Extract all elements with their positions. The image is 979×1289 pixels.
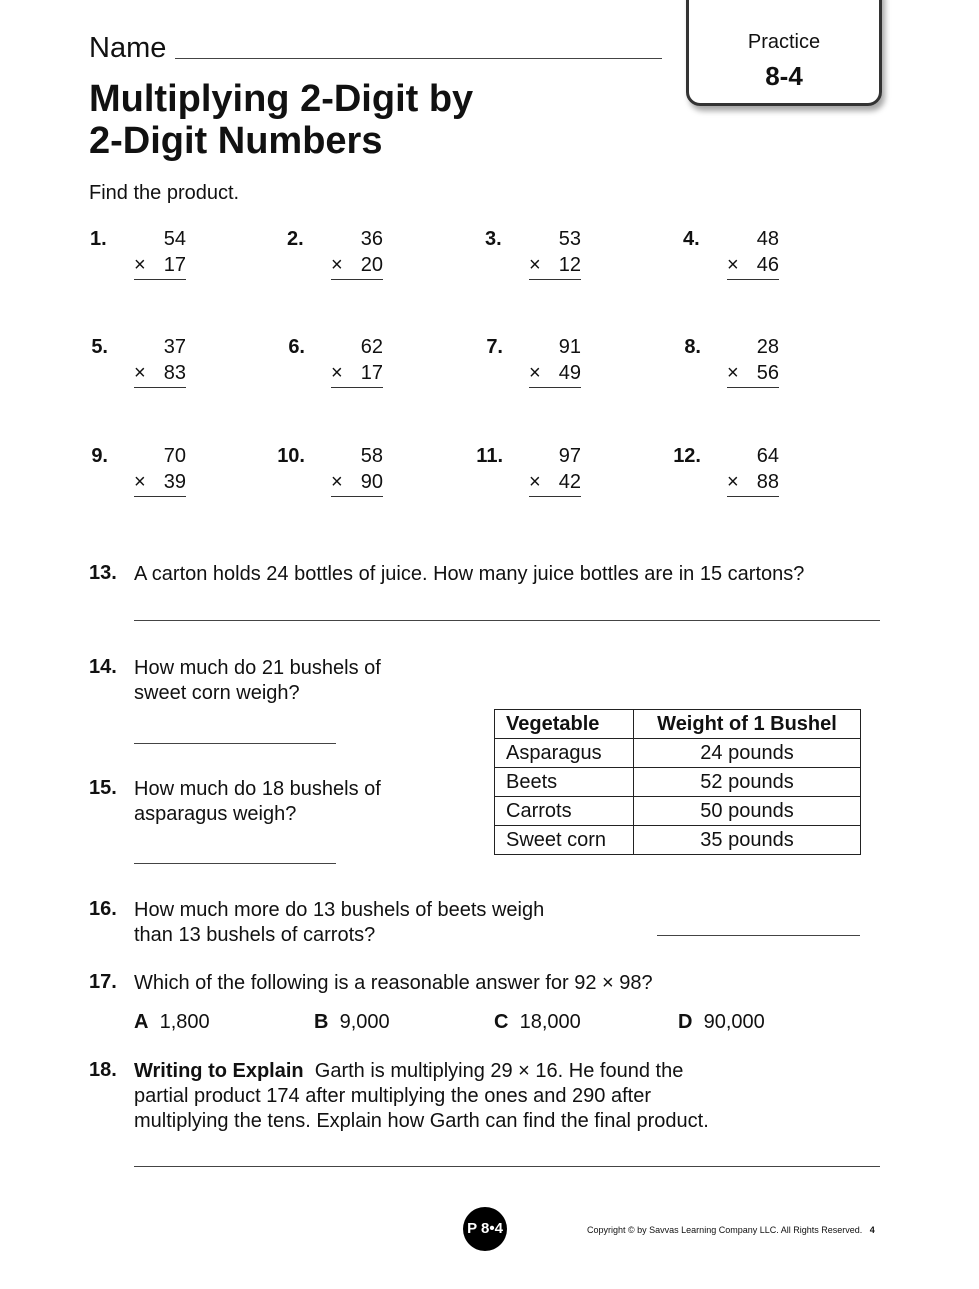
q17-number: 17. (89, 971, 117, 993)
copyright (587, 1225, 875, 1235)
q13-answer-line[interactable] (134, 620, 880, 621)
times-icon: × (727, 254, 739, 276)
multiplier-row (727, 471, 779, 497)
badge-number: 8-4 (765, 61, 803, 91)
multiplier-row (529, 254, 581, 280)
multiplicand: 64 (756, 445, 779, 467)
multiplier: 56 (756, 362, 779, 384)
instructions: Find the product. (89, 182, 240, 204)
times-icon: × (331, 254, 343, 276)
multiplier: 88 (756, 471, 779, 493)
multiplier-row (134, 362, 186, 388)
option-value: 90,000 (703, 1011, 765, 1033)
q17-option-b[interactable] (314, 1011, 390, 1034)
q17-option-a[interactable] (134, 1011, 210, 1034)
name-label: Name (89, 32, 167, 64)
table-header: Weight of 1 Bushel (634, 710, 861, 739)
q15-line: asparagus weigh? (134, 803, 297, 825)
q14-text (134, 656, 381, 706)
times-icon: × (331, 471, 343, 493)
q18-line: multiplying the tens. Explain how Garth can find the final product. (134, 1110, 709, 1132)
q16-line: How much more do 13 bushels of beets weigh (134, 899, 545, 921)
problem-number: 5. (91, 336, 108, 358)
option-value: 1,800 (159, 1011, 210, 1033)
q14-answer-line[interactable] (134, 743, 336, 744)
table-cell: Beets (495, 768, 634, 797)
q14-line: sweet corn weigh? (134, 682, 300, 704)
multiplier-row (134, 254, 186, 280)
problem-number: 4. (683, 228, 700, 250)
badge-label: Practice (747, 31, 821, 53)
q15-text (134, 777, 381, 827)
option-letter: A (134, 1011, 149, 1033)
q17-text: Which of the following is a reasonable answer for 92 × 98? (134, 972, 653, 994)
table-cell: Carrots (495, 797, 634, 826)
multiplier-row (331, 362, 383, 388)
problem-number: 12. (673, 445, 701, 467)
problem-number: 2. (287, 228, 304, 250)
times-icon: × (134, 362, 146, 384)
problem-1 (90, 228, 290, 298)
problem-12 (673, 445, 883, 515)
multiplier-row (727, 362, 779, 388)
table-cell: Sweet corn (495, 826, 634, 855)
q16-number: 16. (89, 898, 117, 920)
multiplier: 12 (558, 254, 581, 276)
q14-line: How much do 21 bushels of (134, 657, 381, 679)
multiplier-row (727, 254, 779, 280)
multiplicand: 58 (360, 445, 383, 467)
times-icon: × (727, 471, 739, 493)
table-cell: 35 pounds (634, 826, 861, 855)
q16-line: than 13 bushels of carrots? (134, 924, 376, 946)
title-line-1: Multiplying 2-Digit by (89, 78, 474, 120)
page-title (89, 78, 473, 162)
q15-line: How much do 18 bushels of (134, 778, 381, 800)
option-letter: D (678, 1011, 693, 1033)
problem-number: 10. (277, 445, 305, 467)
q18-text (134, 1059, 709, 1134)
multiplicand: 91 (558, 336, 581, 358)
multiplier: 39 (163, 471, 186, 493)
problem-number: 1. (90, 228, 107, 250)
problem-4 (683, 228, 883, 298)
problem-number: 9. (91, 445, 108, 467)
option-letter: C (494, 1011, 509, 1033)
table-row (495, 768, 861, 797)
table-row (495, 826, 861, 855)
copyright-text: Copyright © by Savvas Learning Company LLC. All Rights Reserved. (587, 1225, 863, 1235)
times-icon: × (331, 362, 343, 384)
times-icon: × (727, 362, 739, 384)
multiplier: 42 (558, 471, 581, 493)
q18-number: 18. (89, 1059, 117, 1081)
times-icon: × (529, 471, 541, 493)
option-value: 18,000 (519, 1011, 581, 1033)
name-answer-line[interactable] (175, 58, 662, 59)
table-header: Vegetable (495, 710, 634, 739)
q15-answer-line[interactable] (134, 863, 336, 864)
table-cell: Asparagus (495, 739, 634, 768)
q17-option-d[interactable] (678, 1011, 765, 1034)
problem-2 (287, 228, 487, 298)
q13-number: 13. (89, 562, 117, 584)
multiplier: 90 (360, 471, 383, 493)
practice-badge (686, 0, 882, 106)
multiplicand: 70 (163, 445, 186, 467)
option-letter: B (314, 1011, 329, 1033)
problem-number: 11. (476, 445, 503, 467)
q18-answer-line[interactable] (134, 1166, 880, 1167)
multiplier: 17 (163, 254, 186, 276)
page-number: 4 (869, 1225, 875, 1235)
table-row (495, 739, 861, 768)
q18-line: Garth is multiplying 29 × 16. He found the (314, 1060, 684, 1082)
problem-number: 6. (288, 336, 305, 358)
multiplicand: 48 (756, 228, 779, 250)
title-line-2: 2-Digit Numbers (89, 120, 383, 162)
q13-text: A carton holds 24 bottles of juice. How many juice bottles are in 15 cartons? (134, 563, 805, 585)
table-cell: 24 pounds (634, 739, 861, 768)
multiplier-row (331, 254, 383, 280)
multiplicand: 54 (163, 228, 186, 250)
multiplier: 83 (163, 362, 186, 384)
table-row (495, 797, 861, 826)
multiplicand: 37 (163, 336, 186, 358)
q17-option-c[interactable] (494, 1011, 581, 1034)
times-icon: × (134, 254, 146, 276)
q18-line: partial product 174 after multiplying the ones and 290 after (134, 1085, 651, 1107)
multiplier-row (529, 471, 581, 497)
times-icon: × (529, 362, 541, 384)
times-icon: × (529, 254, 541, 276)
q16-text (134, 898, 544, 948)
problem-number: 3. (485, 228, 502, 250)
problem-number: 7. (486, 336, 503, 358)
table-cell: 50 pounds (634, 797, 861, 826)
q18-heading: Writing to Explain (134, 1060, 304, 1082)
q14-number: 14. (89, 656, 117, 678)
multiplier-row (529, 362, 581, 388)
multiplicand: 97 (558, 445, 581, 467)
table-cell: 52 pounds (634, 768, 861, 797)
multiplier: 17 (360, 362, 383, 384)
times-icon: × (134, 471, 146, 493)
multiplier: 20 (360, 254, 383, 276)
page-badge: P 8•4 (463, 1207, 507, 1251)
table-header-row (495, 710, 861, 739)
multiplier: 46 (756, 254, 779, 276)
multiplicand: 53 (558, 228, 581, 250)
problem-3 (485, 228, 685, 298)
problem-8 (683, 336, 883, 406)
multiplier-row (331, 471, 383, 497)
vegetable-weight-table (494, 709, 861, 855)
option-value: 9,000 (339, 1011, 390, 1033)
multiplicand: 36 (360, 228, 383, 250)
problem-number: 8. (684, 336, 701, 358)
multiplicand: 62 (360, 336, 383, 358)
multiplier-row (134, 471, 186, 497)
multiplier: 49 (558, 362, 581, 384)
multiplicand: 28 (756, 336, 779, 358)
q15-number: 15. (89, 777, 117, 799)
q16-answer-line[interactable] (657, 935, 860, 936)
